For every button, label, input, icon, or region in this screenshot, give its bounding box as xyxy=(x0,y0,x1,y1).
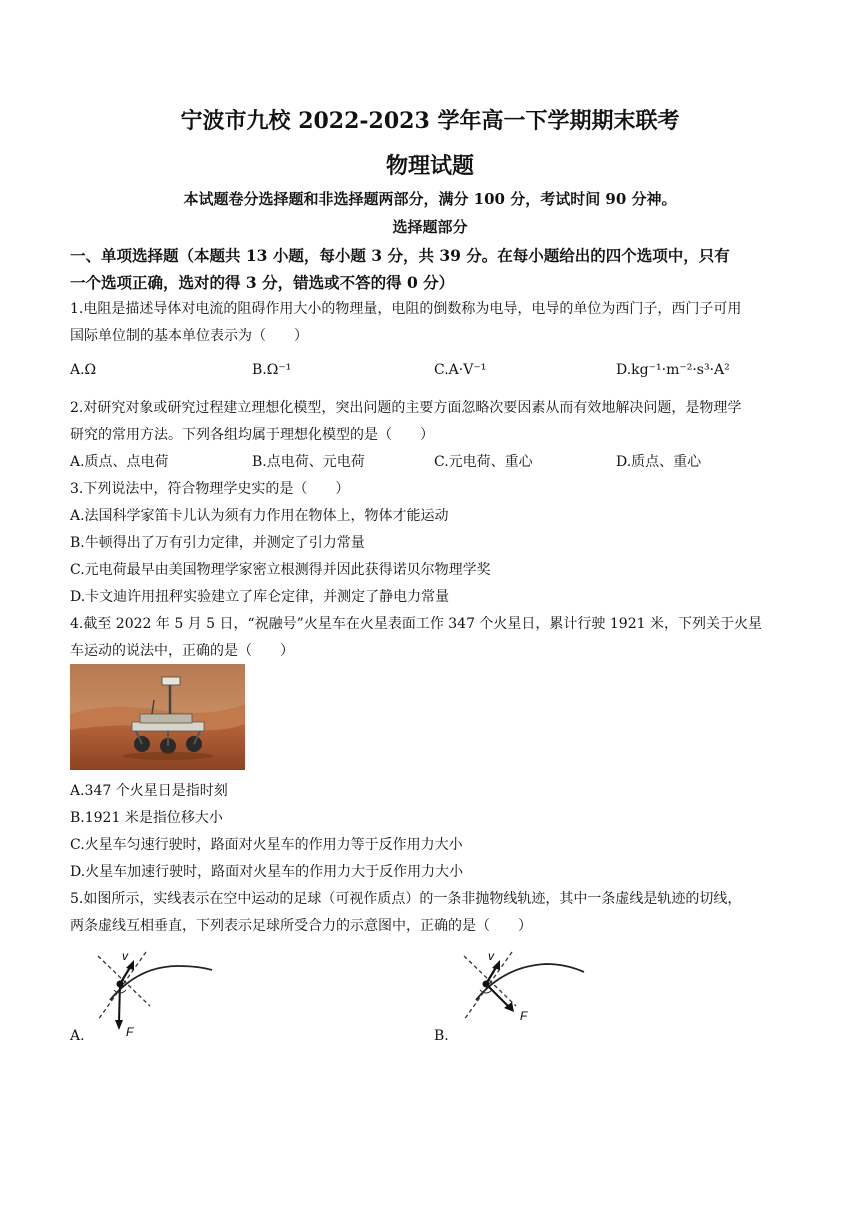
exam-title: 宁波市九校 2022-2023 学年高一下学期期末联考 xyxy=(180,108,680,134)
q2-option-a: A.质点、点电荷 xyxy=(70,454,169,470)
q5-figure-a xyxy=(88,948,223,1040)
normal-dashed-line xyxy=(464,956,516,1006)
q1-option-a: A.Ω xyxy=(70,362,97,378)
q1-option-b: B.Ω⁻¹ xyxy=(252,362,292,378)
mars-rover-photo xyxy=(70,664,245,770)
q1-option-c: C.A·V⁻¹ xyxy=(434,362,487,378)
exam-instructions: 本试题卷分选择题和非选择题两部分，满分 100 分，考试时间 90 分神。 xyxy=(183,190,677,208)
force-label: F xyxy=(126,1025,134,1039)
q5-option-a: A. xyxy=(70,1028,85,1044)
q2-stem-line1: 2.对研究对象或研究过程建立理想化模型，突出问题的主要方面忽略次要因素从而有效地解决问题，是物理学 xyxy=(70,400,742,416)
q4-stem-line2: 车运动的说法中，正确的是（ ） xyxy=(70,643,294,659)
part-title: 选择题部分 xyxy=(392,218,468,236)
normal-dashed-line xyxy=(98,956,150,1006)
q5-stem-line1: 5.如图所示，实线表示在空中运动的足球（可视作质点）的一条非抛物线轨迹，其中一条虚线是轨迹的切线， xyxy=(70,891,742,907)
q5-stem-line2: 两条虚线互相垂直，下列表示足球所受合力的示意图中，正确的是（ ） xyxy=(70,918,532,934)
q1-stem-line2: 国际单位制的基本单位表示为（ ） xyxy=(70,328,308,344)
q4-option-d: D.火星车加速行驶时，路面对火星车的作用力大于反作用力大小 xyxy=(70,864,464,880)
q5-option-b: B. xyxy=(434,1028,449,1044)
q1-stem-line1: 1.电阻是描述导体对电流的阻碍作用大小的物理量，电阻的倒数称为电导，电导的单位为西门子，西门子可用 xyxy=(70,301,742,317)
q4-stem-line1: 4.截至 2022 年 5 月 5 日，“祝融号”火星车在火星表面工作 347 个火星日，累计行驶 1921 米，下列关于火星 xyxy=(70,616,762,632)
exam-subject: 物理试题 xyxy=(385,153,474,179)
velocity-label: v xyxy=(122,949,128,963)
q2-stem-line2: 研究的常用方法。下列各组均属于理想化模型的是（ ） xyxy=(70,427,434,443)
q3-stem: 3.下列说法中，符合物理学史实的是（ ） xyxy=(70,481,350,497)
force-arrow xyxy=(115,1020,123,1030)
q4-option-b: B.1921 米是指位移大小 xyxy=(70,810,223,826)
q2-option-c: C.元电荷、重心 xyxy=(434,454,533,470)
mars-rover-image xyxy=(70,664,245,770)
q4-option-a: A.347 个火星日是指时刻 xyxy=(70,783,228,799)
q4-option-c: C.火星车匀速行驶时，路面对火星车的作用力等于反作用力大小 xyxy=(70,837,463,853)
q3-option-c: C.元电荷最早由美国物理学家密立根测得并因此获得诺贝尔物理学奖 xyxy=(70,562,491,578)
q2-option-b: B.点电荷、元电荷 xyxy=(252,454,365,470)
q3-option-b: B.牛顿得出了万有引力定律，并测定了引力常量 xyxy=(70,535,365,551)
force-label: F xyxy=(520,1009,528,1023)
q5-figure-b xyxy=(454,948,594,1040)
q3-option-a: A.法国科学家笛卡儿认为须有力作用在物体上，物体才能运动 xyxy=(70,508,449,524)
section-heading-line2: 一个选项正确，选对的得 3 分，错选或不答的得 0 分） xyxy=(70,273,455,292)
q2-option-d: D.质点、重心 xyxy=(616,454,702,470)
trajectory-curve xyxy=(476,964,584,1000)
velocity-label: v xyxy=(488,949,494,963)
section-heading-line1: 一、单项选择题（本题共 13 小题，每小题 3 分，共 39 分。在每小题给出的四个选项中，只有 xyxy=(70,246,730,265)
q1-option-d: D.kg⁻¹·m⁻²·s³·A² xyxy=(616,362,730,378)
q3-option-d: D.卡文迪许用扭秤实验建立了库仑定律，并测定了静电力常量 xyxy=(70,589,450,605)
